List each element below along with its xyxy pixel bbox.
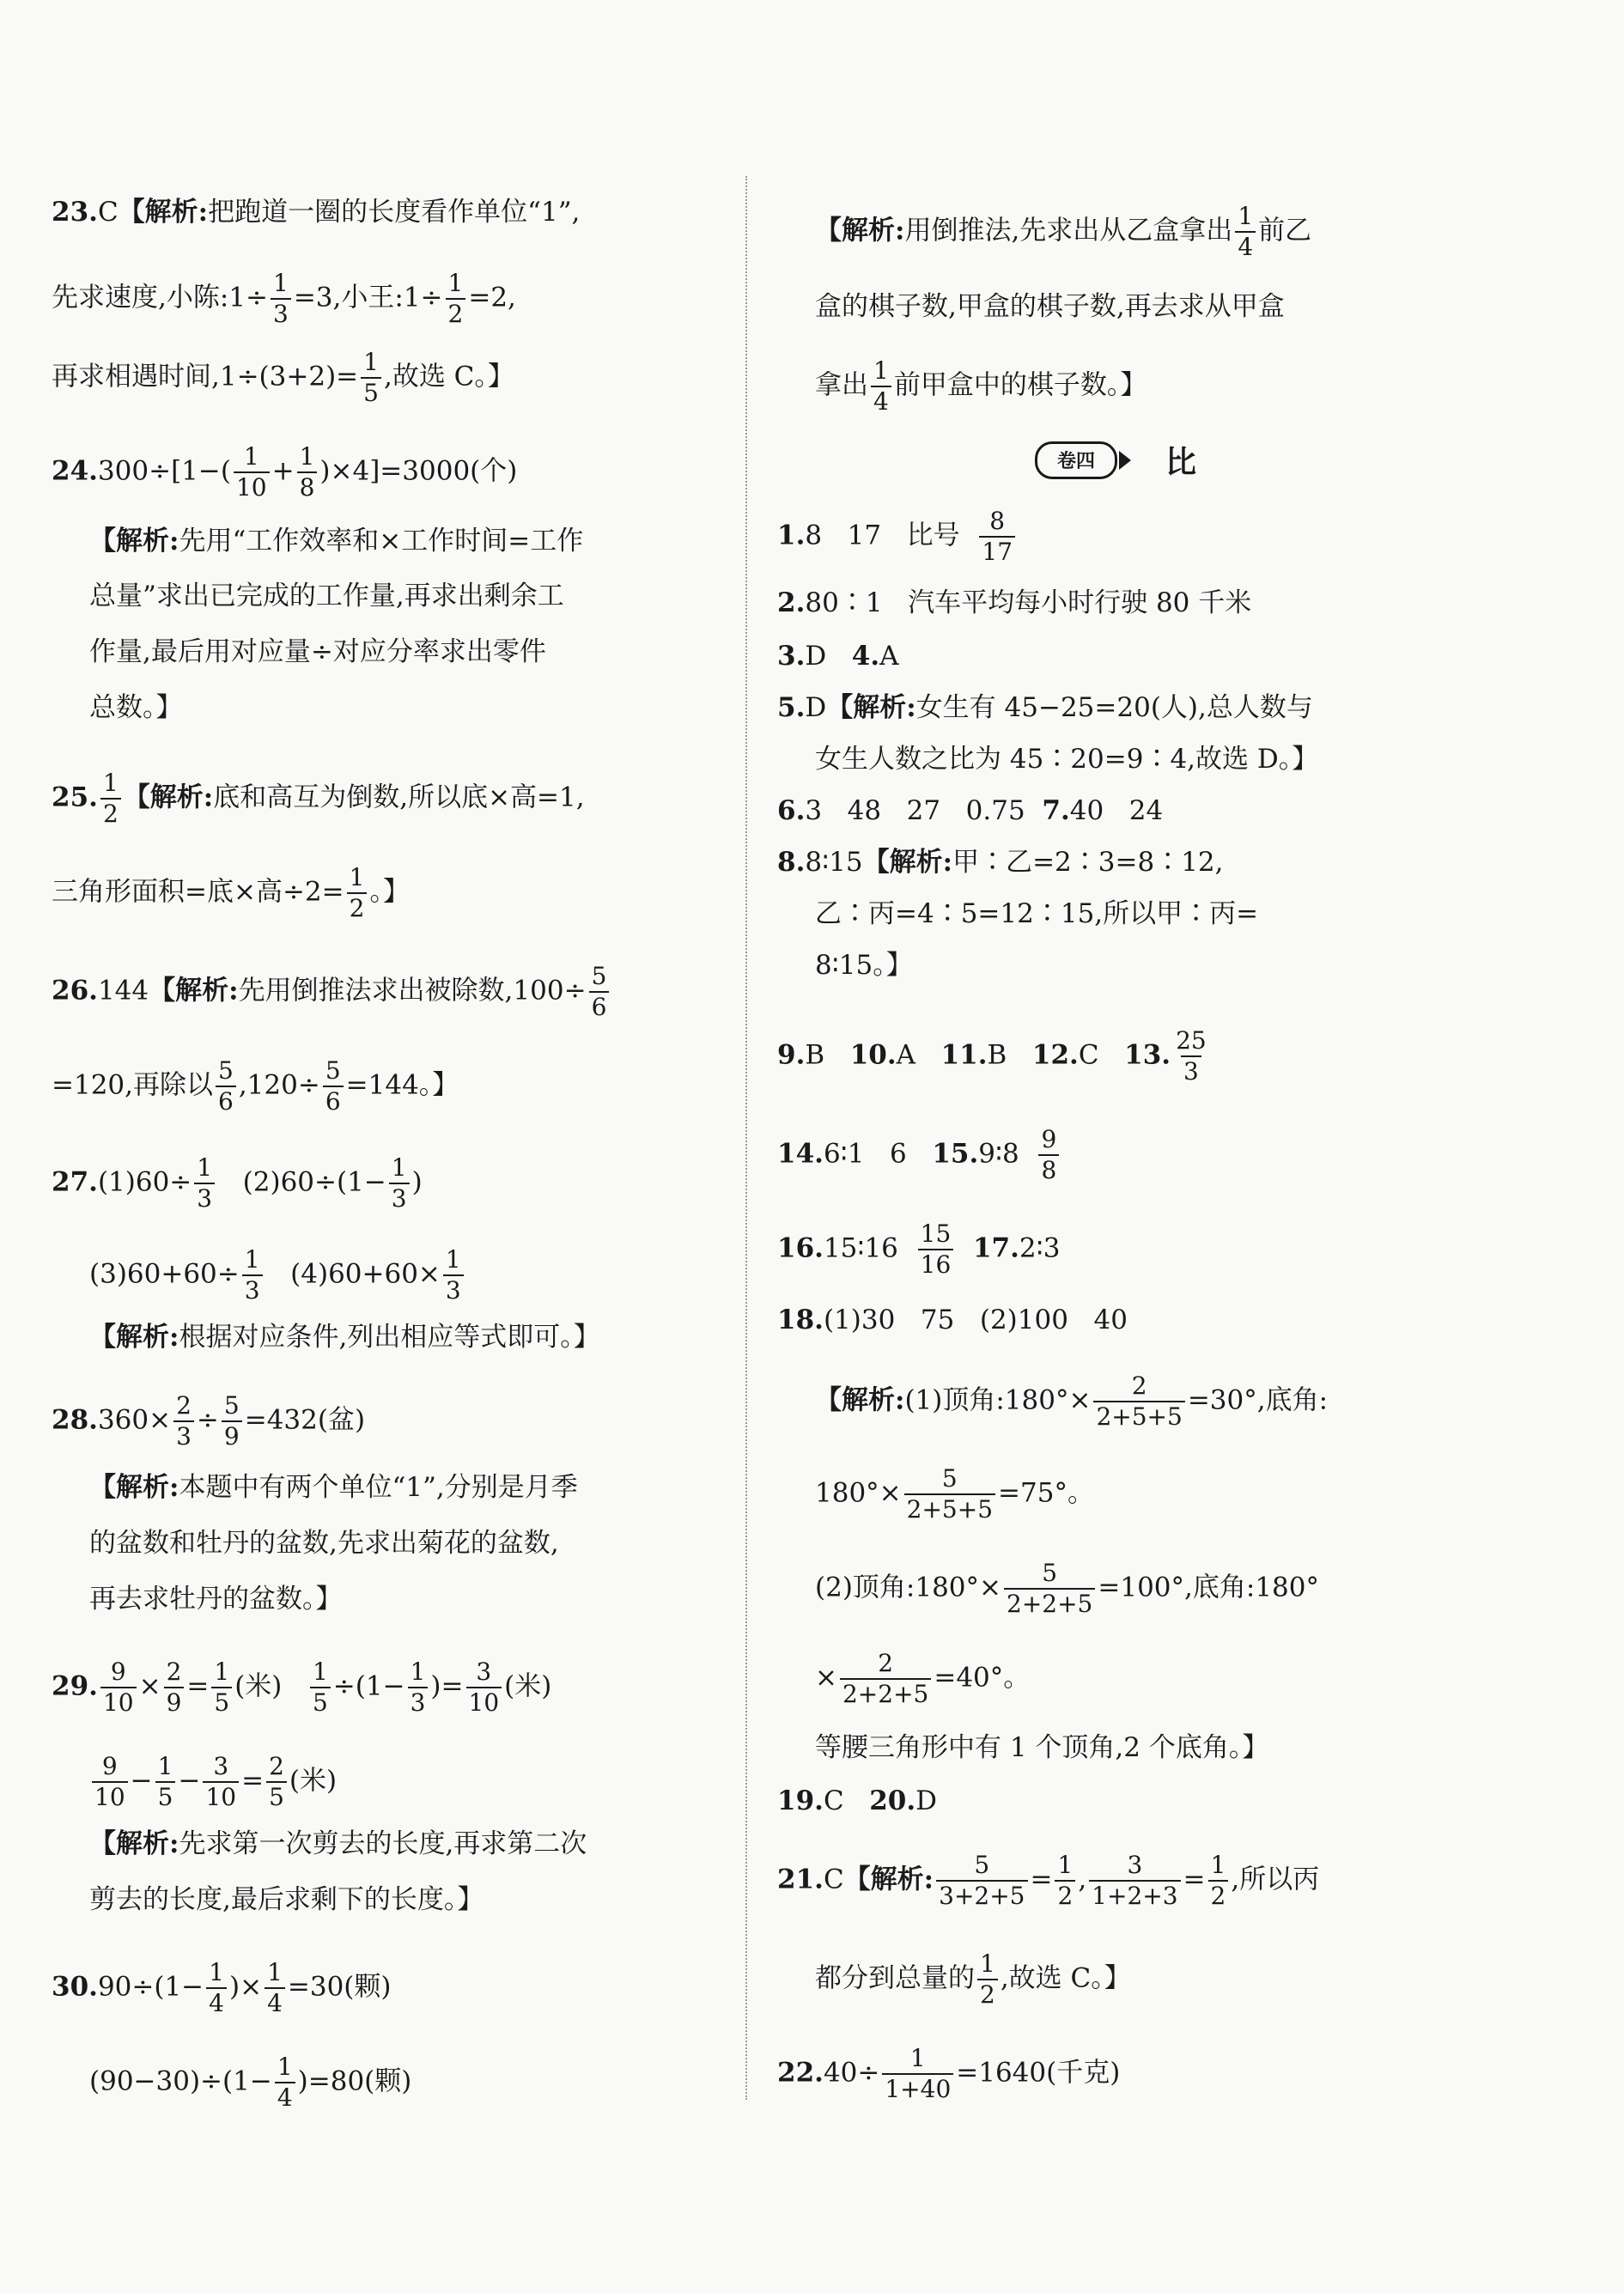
q24-analysis-line2: 总量”求出已完成的工作量,再求出剩余工	[89, 581, 564, 611]
q24-analysis-line1: 【解析:先用“工作效率和×工作时间=工作	[89, 526, 584, 557]
q27-line1: 27.(1)60÷ $\frac{1}{3}$ (2)60÷(1− $\frac{1}{3}$ )	[52, 1153, 423, 1213]
fraction: $\frac{9}{10}$	[100, 1657, 137, 1718]
fraction: $\frac{1}{4}$	[206, 1958, 227, 2018]
fraction: $\frac{2}{2+5+5}$	[1093, 1372, 1184, 1432]
fraction: $\frac{2}{5}$	[266, 1752, 287, 1812]
r-q2: 2.80∶1 汽车平均每小时行驶 80 千米	[777, 587, 1252, 618]
r-q5-line1: 5.D【解析:女生有 45−25=20(人),总人数与	[777, 692, 1313, 723]
unit-badge: 卷四	[1035, 441, 1117, 479]
fraction: $\frac{8}{17}$	[979, 507, 1015, 567]
q27-line2: (3)60+60÷ $\frac{1}{3}$ (4)60+60× $\frac{1}{3}$	[89, 1245, 466, 1305]
fraction: $\frac{1}{2}$	[977, 1949, 998, 2010]
q28-analysis-line1: 【解析:本题中有两个单位“1”,分别是月季	[89, 1472, 578, 1503]
fraction: $\frac{9}{10}$	[92, 1752, 128, 1812]
q25-line2: 三角形面积=底×高÷2= $\frac{1}{2}$ 。】	[52, 863, 410, 922]
r-q9-q13: 9.B 10.A 11.B 12.C 13. $\frac{25}{3}$	[777, 1026, 1212, 1086]
r-q18-line3: (2)顶角:180°× $\frac{5}{2+2+5}$ =100°,底角:180°	[815, 1559, 1319, 1618]
r-q8-line2: 乙∶丙=4∶5=12∶15,所以甲∶丙=	[815, 898, 1259, 929]
q29-analysis-line2: 剪去的长度,最后求剩下的长度。】	[89, 1884, 484, 1915]
fraction: $\frac{1}{4}$	[265, 1958, 285, 2018]
fraction: $\frac{5}{6}$	[216, 1056, 236, 1116]
fraction: $\frac{25}{3}$	[1176, 1026, 1207, 1086]
fraction: $\frac{1}{10}$	[234, 442, 270, 502]
fraction: $\frac{5}{2+5+5}$	[904, 1464, 995, 1524]
fraction: $\frac{1}{2}$	[1055, 1851, 1075, 1911]
q23-line3: 再求相遇时间,1÷(3+2)= $\frac{1}{5}$ ,故选 C。】	[52, 348, 514, 407]
fraction: $\frac{5}{6}$	[589, 962, 610, 1022]
prev-analysis-line1: 【解析:用倒推法,先求出从乙盒拿出 $\frac{1}{4}$ 前乙	[815, 202, 1312, 261]
fraction: $\frac{15}{16}$	[918, 1219, 954, 1280]
q30-line1: 30.90÷(1− $\frac{1}{4}$ )× $\frac{1}{4}$ =30(颗)	[52, 1958, 392, 2017]
fraction: $\frac{2}{3}$	[173, 1391, 194, 1451]
unit-title	[1035, 438, 1196, 482]
fraction: $\frac{5}{3+2+5}$	[936, 1851, 1027, 1911]
fraction: $\frac{1}{2}$	[347, 863, 368, 923]
arrow-icon	[1119, 451, 1131, 470]
fraction: $\frac{1}{8}$	[297, 442, 318, 502]
prev-analysis-line2: 盒的棋子数,甲盒的棋子数,再去求从甲盒	[815, 291, 1285, 322]
r-q22: 22.40÷ $\frac{1}{1+40}$ =1640(千克)	[777, 2044, 1121, 2103]
q23-line1: 23.C【解析:把跑道一圈的长度看作单位“1”,	[52, 197, 581, 228]
q28-analysis-line3: 再去求牡丹的盆数。】	[89, 1584, 343, 1615]
fraction: $\frac{1}{2}$	[100, 769, 121, 829]
fraction: $\frac{1}{1+40}$	[882, 2044, 953, 2104]
q27-analysis: 【解析:根据对应条件,列出相应等式即可。】	[89, 1322, 600, 1353]
q29-analysis-line1: 【解析:先求第一次剪去的长度,再求第二次	[89, 1828, 587, 1859]
fraction: $\frac{1}{4}$	[871, 356, 891, 417]
fraction: $\frac{3}{10}$	[466, 1657, 502, 1718]
r-q14-q15: 14.6∶1 6 15.9∶8 $\frac{9}{8}$	[777, 1125, 1061, 1185]
r-q6-q7: 6.3 48 27 0.75 7.40 24	[777, 795, 1164, 826]
r-q18-line2: 180°× $\frac{5}{2+5+5}$ =75°。	[815, 1464, 1094, 1524]
fraction: $\frac{1}{4}$	[1235, 202, 1256, 262]
q30-line2: (90−30)÷(1− $\frac{1}{4}$ )=80(颗)	[89, 2053, 412, 2112]
fraction: $\frac{1}{3}$	[194, 1153, 215, 1213]
fraction: $\frac{1}{5}$	[361, 348, 381, 408]
r-q18-line5: 等腰三角形中有 1 个顶角,2 个底角。】	[815, 1732, 1269, 1763]
q26-line1: 26.144【解析:先用倒推法求出被除数,100÷ $\frac{5}{6}$	[52, 962, 611, 1022]
fraction: $\frac{1}{3}$	[271, 269, 291, 329]
fraction: $\frac{5}{9}$	[222, 1391, 242, 1451]
r-q8-line1: 8.8∶15【解析:甲∶乙=2∶3=8∶12,	[777, 847, 1224, 878]
fraction: $\frac{2}{9}$	[164, 1657, 185, 1718]
r-q16-q17: 16.15∶16 $\frac{15}{16}$ 17.2∶3	[777, 1219, 1061, 1279]
fraction: $\frac{9}{8}$	[1038, 1125, 1059, 1185]
fraction: $\frac{2}{2+2+5}$	[840, 1649, 931, 1709]
fraction: $\frac{5}{2+2+5}$	[1004, 1559, 1095, 1619]
prev-analysis-line3: 拿出 $\frac{1}{4}$ 前甲盒中的棋子数。】	[815, 356, 1147, 416]
unit-name: 比	[1165, 445, 1197, 480]
fraction: $\frac{1}{3}$	[408, 1657, 429, 1718]
fraction: $\frac{1}{5}$	[310, 1657, 331, 1718]
r-q18-line4: × $\frac{2}{2+2+5}$ =40°。	[815, 1649, 1031, 1708]
q29-line1: 29. $\frac{9}{10}$ × $\frac{2}{9}$ = $\frac{1}{5}$ (米) $\frac{1}{5}$ ÷(1− $\frac{1}{3}$ )= $\frac{3}{10}$ (米)	[52, 1657, 552, 1717]
r-q21-line1: 21.C【解析: $\frac{5}{3+2+5}$ = $\frac{1}{2}$ , $\frac{3}{1+2+3}$ = $\frac{1}{2}$ ,所以丙	[777, 1851, 1320, 1910]
fraction: $\frac{5}{6}$	[323, 1056, 344, 1116]
fraction: $\frac{1}{5}$	[155, 1752, 176, 1812]
q24-analysis-line3: 作量,最后用对应量÷对应分率求出零件	[89, 636, 546, 667]
r-q18-answer: 18.(1)30 75 (2)100 40	[777, 1305, 1128, 1335]
q24-answer: 24.300÷[1−( $\frac{1}{10}$ + $\frac{1}{8}$ )×4]=3000(个)	[52, 442, 518, 502]
fraction: $\frac{1}{3}$	[242, 1245, 263, 1305]
q25-line1: 25. $\frac{1}{2}$ 【解析:底和高互为倒数,所以底×高=1,	[52, 769, 585, 828]
fraction: $\frac{1}{4}$	[275, 2053, 295, 2113]
r-q1: 1.8 17 比号 $\frac{8}{17}$	[777, 507, 1018, 567]
r-q8-line3: 8∶15。】	[815, 950, 913, 981]
q24-analysis-line4: 总数。】	[89, 692, 183, 723]
r-q18-line1: 【解析:(1)顶角:180°× $\frac{2}{2+5+5}$ =30°,底角:	[815, 1372, 1329, 1431]
r-q5-line2: 女生人数之比为 45∶20=9∶4,故选 D。】	[815, 744, 1319, 775]
fraction: $\frac{3}{10}$	[203, 1752, 239, 1812]
fraction: $\frac{1}{2}$	[1208, 1851, 1229, 1911]
r-q19-q20: 19.C 20.D	[777, 1785, 938, 1816]
q26-line2: =120,再除以 $\frac{5}{6}$ ,120÷ $\frac{5}{6}$ =144。】	[52, 1056, 459, 1116]
r-q21-line2: 都分到总量的 $\frac{1}{2}$ ,故选 C。】	[815, 1949, 1131, 2009]
fraction: $\frac{3}{1+2+3}$	[1089, 1851, 1180, 1911]
column-divider	[745, 176, 747, 2100]
q23-line2: 先求速度,小陈:1÷ $\frac{1}{3}$ =3,小王:1÷ $\frac{1}{2}$ =2,	[52, 269, 516, 328]
fraction: $\frac{1}{3}$	[443, 1245, 464, 1305]
q28-analysis-line2: 的盆数和牡丹的盆数,先求出菊花的盆数,	[89, 1528, 559, 1559]
fraction: $\frac{1}{5}$	[211, 1657, 232, 1718]
fraction: $\frac{1}{2}$	[446, 269, 466, 329]
q29-line2: $\frac{9}{10}$ − $\frac{1}{5}$ − $\frac{3}{10}$ = $\frac{2}{5}$ (米)	[89, 1752, 337, 1812]
fraction: $\frac{1}{3}$	[389, 1153, 410, 1213]
q28-answer: 28.360× $\frac{2}{3}$ ÷ $\frac{5}{9}$ =432(盆)	[52, 1391, 366, 1451]
r-q3-q4: 3.D 4.A	[777, 641, 899, 672]
